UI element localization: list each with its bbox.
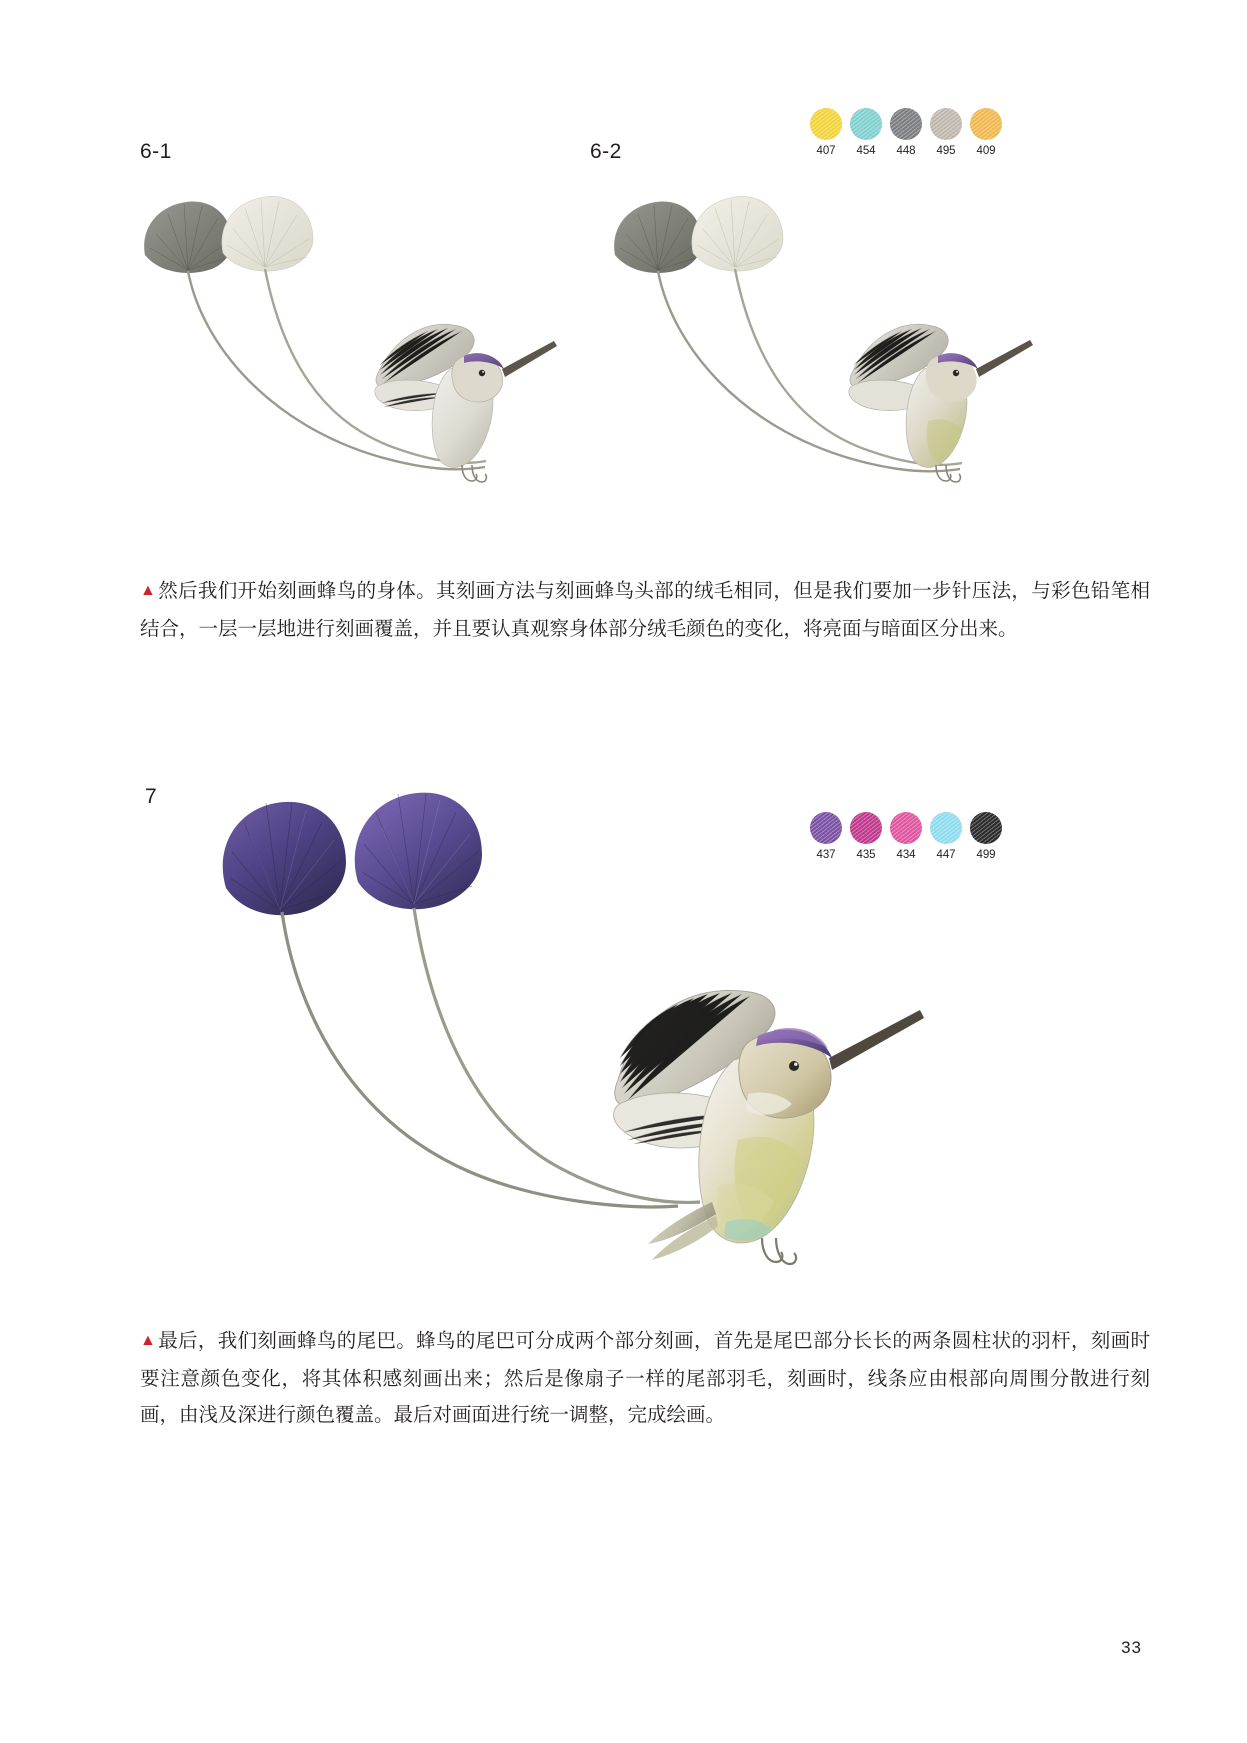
- page-number: 33: [1121, 1638, 1142, 1657]
- illustration-hummingbird-ginkgo-step-7: [200, 790, 1020, 1290]
- color-swatch-448: [890, 108, 922, 140]
- swatch-code: 435: [856, 849, 876, 861]
- triangle-bullet-icon: ▲: [140, 581, 157, 599]
- swatch-codes: [810, 145, 1002, 157]
- swatch-code: 407: [816, 145, 836, 157]
- swatch-code: 495: [936, 145, 956, 157]
- paragraph-step-7-text: 最后，我们刻画蜂鸟的尾巴。蜂鸟的尾巴可分成两个部分刻画，首先是尾巴部分长长的两条圆柱状的羽杆，刻画时要注意颜色变化，将其体积感刻画出来；然后是像扇子一样的尾部羽毛，刻画时，线条应由根部向周围分散进行刻画，由浅及深进行颜色覆盖。最后对画面进行统一调整，完成绘画。: [140, 1329, 1150, 1426]
- color-swatch-group-top: [810, 108, 1002, 157]
- illustration-hummingbird-ginkgo-step-6-1: [130, 195, 560, 515]
- color-swatch-454: [850, 108, 882, 140]
- swatch-code: 409: [976, 145, 996, 157]
- step-label-6-1: 6-1: [140, 140, 172, 163]
- swatch-code: 437: [816, 849, 836, 861]
- illustration-hummingbird-ginkgo-step-6-2: [600, 195, 1060, 515]
- swatch-code: 447: [936, 849, 956, 861]
- paragraph-step-7: [140, 1323, 1150, 1433]
- swatch-code: 499: [976, 849, 996, 861]
- triangle-bullet-icon: ▲: [140, 1331, 157, 1349]
- swatch-code: 434: [896, 849, 916, 861]
- color-swatch-409: [970, 108, 1002, 140]
- swatch-code: 448: [896, 145, 916, 157]
- paragraph-step-6: [140, 573, 1150, 647]
- color-swatch-407: [810, 108, 842, 140]
- step-label-7: 7: [145, 785, 158, 808]
- swatch-dots: [810, 108, 1002, 140]
- step-label-6-2: 6-2: [590, 140, 622, 163]
- swatch-code: 454: [856, 145, 876, 157]
- paragraph-step-6-text: 然后我们开始刻画蜂鸟的身体。其刻画方法与刻画蜂鸟头部的绒毛相同，但是我们要加一步针压法，与彩色铅笔相结合，一层一层地进行刻画覆盖，并且要认真观察身体部分绒毛颜色的变化，将亮面与暗面区分出来。: [140, 579, 1150, 640]
- color-swatch-495: [930, 108, 962, 140]
